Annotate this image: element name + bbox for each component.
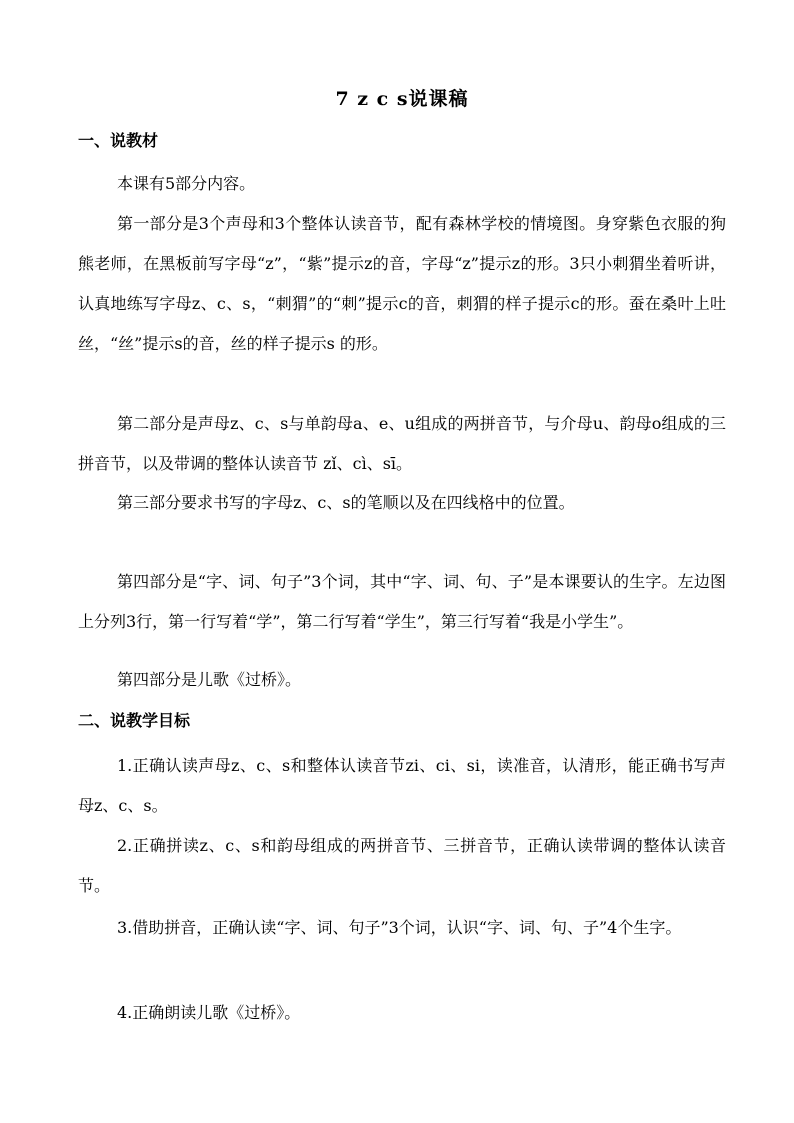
document-title: 7 z c s说课稿 [335, 88, 469, 110]
paragraph-part-four: 第四部分是“字、词、句子”3个词，其中“字、词、句、子”是本课要认的生字。左边图上分列3行，第一行写着“学”，第二行写着“学生”，第三行写着“我是小学生”。 [78, 572, 726, 631]
paragraph-part-one: 第一部分是3个声母和3个整体认读音节，配有森林学校的情境图。身穿紫色衣服的狗熊老师，在黑板前写字母“z”，“紫”提示z的音，字母“z”提示z的形。3只小刺猬坐着听讲，认真地练写字母z、c、s，“刺猬”的“刺”提示c的音，刺猬的样子提示c的形。蚕在桑叶上吐丝，“丝”提示s的音，丝的样子提示s 的形。 [78, 214, 726, 353]
section-heading-objectives: 二、说教学目标 [78, 711, 191, 730]
objective-item-2: 2.正确拼读z、c、s和韵母组成的两拼音节、三拼音节，正确认读带调的整体认读音节。 [78, 836, 726, 895]
objective-item-3: 3.借助拼音，正确认读“字、词、句子”3个词，认识“字、词、句、子”4个生字。 [117, 918, 682, 937]
paragraph-part-five: 第四部分是儿歌《过桥》。 [117, 670, 302, 689]
objective-item-4: 4.正确朗读儿歌《过桥》。 [117, 1003, 301, 1022]
section-heading-textbook: 一、说教材 [78, 131, 159, 150]
paragraph-part-three: 第三部分要求书写的字母z、c、s的笔顺以及在四线格中的位置。 [117, 493, 575, 512]
objective-item-1: 1.正确认读声母z、c、s和整体认读音节zi、ci、si，读准音，认清形，能正确书写声母z、c、s。 [78, 756, 726, 815]
paragraph-overview: 本课有5部分内容。 [117, 174, 256, 193]
paragraph-part-two: 第二部分是声母z、c、s与单韵母a、e、u组成的两拼音节，与介母u、韵母o组成的三拼音节，以及带调的整体认读音节 zǐ、cì、sī。 [78, 414, 726, 473]
